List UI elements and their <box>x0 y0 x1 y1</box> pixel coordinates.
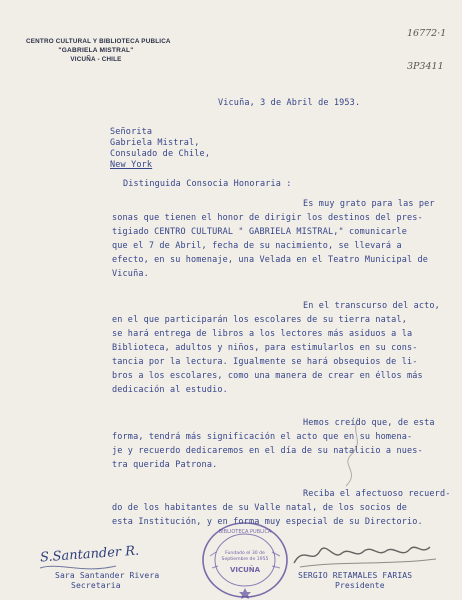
stamp-top-text: BIBLIOTECA PUBLICA <box>218 529 272 535</box>
stamp-city-text: VICUÑA <box>229 566 261 574</box>
body-line: bros a los escolares, como una manera de crear en éllos más <box>112 371 423 381</box>
body-line: esta Institución, y en forma muy especial de su Directorio. <box>112 517 423 527</box>
body-line: je y recuerdo dedicaremos en el día de su natalicio a nues- <box>112 446 423 456</box>
recipient-line3: Consulado de Chile, <box>110 149 211 159</box>
body-line: Es muy grato para las per <box>303 199 435 209</box>
body-line: Vicuña. <box>112 269 149 279</box>
body-line: tancia por la lectura. Igualmente se hará obsequios de li- <box>112 357 418 367</box>
body-line: Hemos creído que, de esta <box>303 418 435 428</box>
body-line: En el transcurso del acto, <box>303 301 440 311</box>
recipient-line1: Señorita <box>110 127 153 137</box>
body-line: en el que participarán los escolares de su tierra natal, <box>112 315 407 325</box>
body-line: tigiado CENTRO CULTURAL " GABRIELA MISTRAL," comunicarle <box>112 227 407 237</box>
archive-note-line2: 3P3411 <box>407 61 444 72</box>
body-line: do de los habitantes de su Valle natal, de los socios de <box>112 503 407 513</box>
body-line: que el 7 de Abril, fecha de su nacimiento, se llevará a <box>112 241 402 251</box>
letterhead-line3: VICUÑA - CHILE <box>70 56 122 63</box>
right-signature <box>290 535 440 575</box>
letterhead-line2: "GABRIELA MISTRAL" <box>58 47 134 54</box>
salutation: Distinguida Consocia Honoraria : <box>123 179 292 189</box>
left-signatory-name: Sara Santander Rivera <box>55 571 160 580</box>
left-signatory-title: Secretaria <box>71 581 121 590</box>
letterhead-line1: CENTRO CULTURAL Y BIBLIOTECA PUBLICA <box>26 38 171 45</box>
body-line: efecto, en su homenaje, una Velada en el Teatro Municipal de <box>112 255 429 265</box>
body-line: tra querida Patrona. <box>112 460 218 470</box>
right-signatory-name: SERGIO RETAMALES FARIAS <box>298 571 413 580</box>
letter-date: Vicuña, 3 de Abril de 1953. <box>218 98 361 108</box>
stamp-mid2-text: Septiembre de 1955 <box>221 557 269 562</box>
stamp-mid1-text: Fundado el 30 de <box>225 551 265 556</box>
body-line: Biblioteca, adultos y niños, para estimularlos en su cons- <box>112 343 418 353</box>
body-line: sonas que tienen el honor de dirigir los destinos del pres- <box>112 213 423 223</box>
left-signature: S.Santander R. <box>39 543 140 566</box>
body-line: dedicación al estudio. <box>112 385 228 395</box>
body-line: forma, tendrá más significación el acto que en su homena- <box>112 432 413 442</box>
recipient-line4: New York <box>110 160 153 170</box>
archive-note-line1: 16772·1 <box>407 28 447 39</box>
institution-stamp-icon <box>200 520 290 600</box>
right-signatory-title: Presidente <box>335 581 385 590</box>
archive-note <box>407 6 446 94</box>
pencil-mark <box>320 410 380 490</box>
body-line: Reciba el afectuoso recuerd- <box>303 489 451 499</box>
recipient-line2: Gabriela Mistral, <box>110 138 200 148</box>
body-line: se hará entrega de libros a los lectores más asiduos a la <box>112 329 413 339</box>
